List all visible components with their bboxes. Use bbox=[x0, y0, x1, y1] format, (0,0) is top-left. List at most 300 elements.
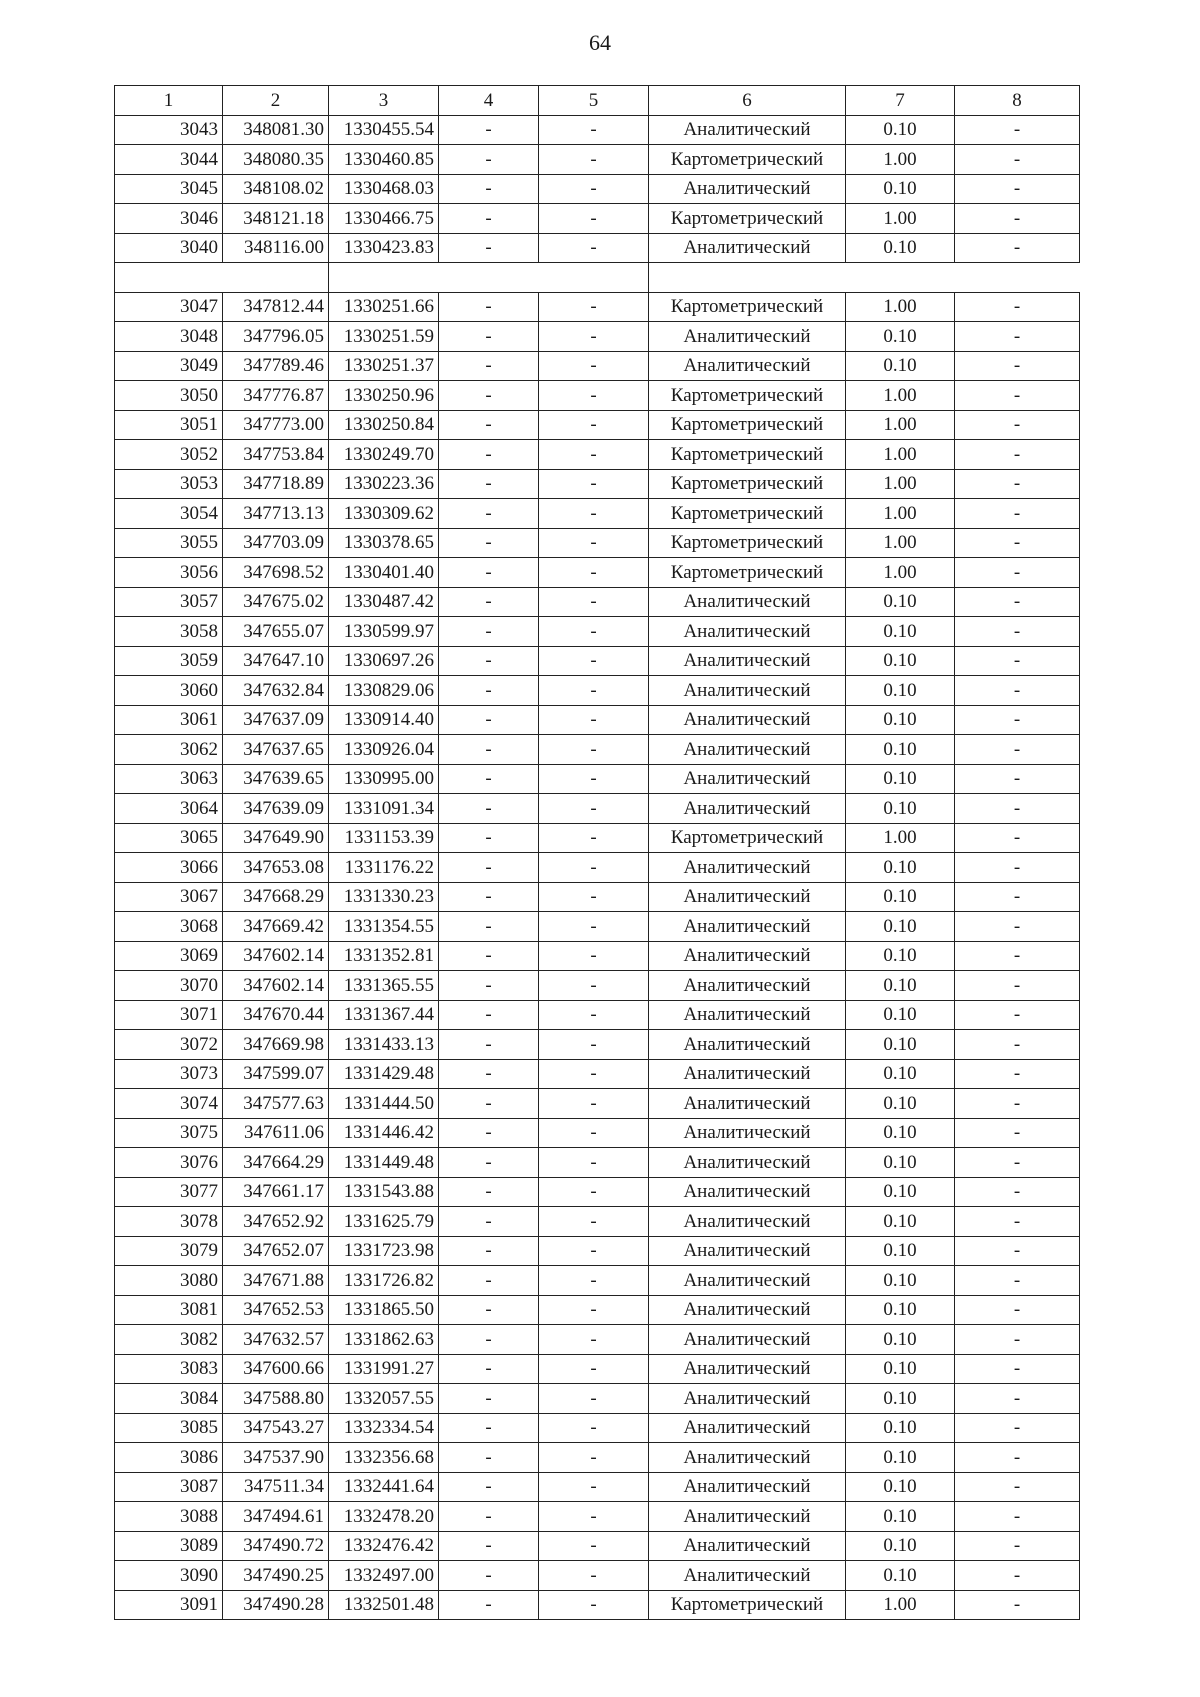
table-row bbox=[115, 1502, 1080, 1532]
table-row bbox=[115, 1590, 1080, 1620]
x-coordinate-cell: 347669.42 bbox=[223, 912, 329, 942]
method-cell: Аналитический bbox=[649, 1089, 846, 1119]
col-4-cell: - bbox=[439, 292, 539, 322]
accuracy-cell: 0.10 bbox=[846, 1295, 955, 1325]
y-coordinate-cell: 1330250.84 bbox=[329, 410, 439, 440]
y-coordinate-cell: 1330995.00 bbox=[329, 764, 439, 794]
table-row bbox=[115, 204, 1080, 234]
separator-cell bbox=[115, 263, 329, 293]
accuracy-cell: 0.10 bbox=[846, 794, 955, 824]
point-number-cell: 3084 bbox=[115, 1384, 223, 1414]
point-number-cell: 3071 bbox=[115, 1000, 223, 1030]
point-number-cell: 3057 bbox=[115, 587, 223, 617]
table-row bbox=[115, 115, 1080, 145]
col-8-cell: - bbox=[955, 1177, 1080, 1207]
col-4-cell: - bbox=[439, 853, 539, 883]
col-4-cell: - bbox=[439, 1089, 539, 1119]
col-4-cell: - bbox=[439, 1325, 539, 1355]
point-number-cell: 3083 bbox=[115, 1354, 223, 1384]
page-number: 64 bbox=[589, 30, 611, 55]
col-5-cell: - bbox=[539, 1000, 649, 1030]
y-coordinate-cell: 1331862.63 bbox=[329, 1325, 439, 1355]
table-row bbox=[115, 558, 1080, 588]
accuracy-cell: 0.10 bbox=[846, 1472, 955, 1502]
x-coordinate-cell: 347675.02 bbox=[223, 587, 329, 617]
accuracy-cell: 0.10 bbox=[846, 853, 955, 883]
y-coordinate-cell: 1331367.44 bbox=[329, 1000, 439, 1030]
accuracy-cell: 0.10 bbox=[846, 705, 955, 735]
y-coordinate-cell: 1331543.88 bbox=[329, 1177, 439, 1207]
point-number-cell: 3052 bbox=[115, 440, 223, 470]
col-8-cell: - bbox=[955, 823, 1080, 853]
point-number-cell: 3081 bbox=[115, 1295, 223, 1325]
x-coordinate-cell: 347671.88 bbox=[223, 1266, 329, 1296]
table-row bbox=[115, 1236, 1080, 1266]
col-8-cell: - bbox=[955, 440, 1080, 470]
col-8-cell: - bbox=[955, 587, 1080, 617]
x-coordinate-cell: 347637.09 bbox=[223, 705, 329, 735]
contour-separator-row bbox=[115, 263, 1080, 293]
x-coordinate-cell: 348121.18 bbox=[223, 204, 329, 234]
accuracy-cell: 0.10 bbox=[846, 1148, 955, 1178]
col-8-cell: - bbox=[955, 233, 1080, 263]
point-number-cell: 3076 bbox=[115, 1148, 223, 1178]
table-row bbox=[115, 1030, 1080, 1060]
accuracy-cell: 0.10 bbox=[846, 646, 955, 676]
x-coordinate-cell: 347602.14 bbox=[223, 941, 329, 971]
y-coordinate-cell: 1331991.27 bbox=[329, 1354, 439, 1384]
col-8-cell: - bbox=[955, 1059, 1080, 1089]
accuracy-cell: 0.10 bbox=[846, 941, 955, 971]
x-coordinate-cell: 347652.92 bbox=[223, 1207, 329, 1237]
col-4-cell: - bbox=[439, 115, 539, 145]
header-cell: 6 bbox=[649, 86, 846, 116]
point-number-cell: 3073 bbox=[115, 1059, 223, 1089]
col-4-cell: - bbox=[439, 558, 539, 588]
col-8-cell: - bbox=[955, 1325, 1080, 1355]
y-coordinate-cell: 1330423.83 bbox=[329, 233, 439, 263]
col-4-cell: - bbox=[439, 1295, 539, 1325]
method-cell: Аналитический bbox=[649, 1384, 846, 1414]
y-coordinate-cell: 1330378.65 bbox=[329, 528, 439, 558]
col-5-cell: - bbox=[539, 1443, 649, 1473]
col-4-cell: - bbox=[439, 676, 539, 706]
header-cell: 5 bbox=[539, 86, 649, 116]
accuracy-cell: 0.10 bbox=[846, 764, 955, 794]
col-8-cell: - bbox=[955, 1413, 1080, 1443]
col-5-cell: - bbox=[539, 853, 649, 883]
col-5-cell: - bbox=[539, 233, 649, 263]
col-4-cell: - bbox=[439, 1000, 539, 1030]
x-coordinate-cell: 347668.29 bbox=[223, 882, 329, 912]
col-8-cell: - bbox=[955, 941, 1080, 971]
col-8-cell: - bbox=[955, 528, 1080, 558]
table-row bbox=[115, 971, 1080, 1001]
col-5-cell: - bbox=[539, 912, 649, 942]
col-5-cell: - bbox=[539, 1030, 649, 1060]
table-row bbox=[115, 1325, 1080, 1355]
x-coordinate-cell: 347649.90 bbox=[223, 823, 329, 853]
method-cell: Аналитический bbox=[649, 1059, 846, 1089]
y-coordinate-cell: 1331723.98 bbox=[329, 1236, 439, 1266]
col-8-cell: - bbox=[955, 646, 1080, 676]
accuracy-cell: 0.10 bbox=[846, 1030, 955, 1060]
table-row bbox=[115, 440, 1080, 470]
table-row bbox=[115, 1177, 1080, 1207]
col-5-cell: - bbox=[539, 941, 649, 971]
accuracy-cell: 0.10 bbox=[846, 233, 955, 263]
col-5-cell: - bbox=[539, 1531, 649, 1561]
x-coordinate-cell: 347652.53 bbox=[223, 1295, 329, 1325]
col-8-cell: - bbox=[955, 1000, 1080, 1030]
col-8-cell: - bbox=[955, 558, 1080, 588]
col-8-cell: - bbox=[955, 1354, 1080, 1384]
header-cell: 8 bbox=[955, 86, 1080, 116]
col-8-cell: - bbox=[955, 617, 1080, 647]
x-coordinate-cell: 347639.09 bbox=[223, 794, 329, 824]
y-coordinate-cell: 1330223.36 bbox=[329, 469, 439, 499]
accuracy-cell: 1.00 bbox=[846, 440, 955, 470]
table-row bbox=[115, 1561, 1080, 1591]
method-cell: Аналитический bbox=[649, 1207, 846, 1237]
col-8-cell: - bbox=[955, 794, 1080, 824]
col-4-cell: - bbox=[439, 1472, 539, 1502]
x-coordinate-cell: 347773.00 bbox=[223, 410, 329, 440]
accuracy-cell: 0.10 bbox=[846, 1531, 955, 1561]
x-coordinate-cell: 348081.30 bbox=[223, 115, 329, 145]
point-number-cell: 3065 bbox=[115, 823, 223, 853]
point-number-cell: 3063 bbox=[115, 764, 223, 794]
accuracy-cell: 1.00 bbox=[846, 145, 955, 175]
x-coordinate-cell: 347577.63 bbox=[223, 1089, 329, 1119]
point-number-cell: 3049 bbox=[115, 351, 223, 381]
y-coordinate-cell: 1332356.68 bbox=[329, 1443, 439, 1473]
method-cell: Аналитический bbox=[649, 1325, 846, 1355]
x-coordinate-cell: 347698.52 bbox=[223, 558, 329, 588]
point-number-cell: 3048 bbox=[115, 322, 223, 352]
x-coordinate-cell: 347703.09 bbox=[223, 528, 329, 558]
method-cell: Картометрический bbox=[649, 381, 846, 411]
x-coordinate-cell: 347588.80 bbox=[223, 1384, 329, 1414]
y-coordinate-cell: 1331176.22 bbox=[329, 853, 439, 883]
col-8-cell: - bbox=[955, 764, 1080, 794]
method-cell: Аналитический bbox=[649, 351, 846, 381]
accuracy-cell: 0.10 bbox=[846, 1118, 955, 1148]
y-coordinate-cell: 1332057.55 bbox=[329, 1384, 439, 1414]
col-8-cell: - bbox=[955, 499, 1080, 529]
col-5-cell: - bbox=[539, 794, 649, 824]
method-cell: Аналитический bbox=[649, 676, 846, 706]
method-cell: Картометрический bbox=[649, 1590, 846, 1620]
y-coordinate-cell: 1330249.70 bbox=[329, 440, 439, 470]
point-number-cell: 3077 bbox=[115, 1177, 223, 1207]
method-cell: Аналитический bbox=[649, 971, 846, 1001]
accuracy-cell: 0.10 bbox=[846, 971, 955, 1001]
point-number-cell: 3046 bbox=[115, 204, 223, 234]
y-coordinate-cell: 1330251.59 bbox=[329, 322, 439, 352]
col-4-cell: - bbox=[439, 440, 539, 470]
col-5-cell: - bbox=[539, 1295, 649, 1325]
point-number-cell: 3090 bbox=[115, 1561, 223, 1591]
col-5-cell: - bbox=[539, 174, 649, 204]
x-coordinate-cell: 347647.10 bbox=[223, 646, 329, 676]
col-5-cell: - bbox=[539, 1590, 649, 1620]
col-4-cell: - bbox=[439, 145, 539, 175]
col-4-cell: - bbox=[439, 735, 539, 765]
y-coordinate-cell: 1331354.55 bbox=[329, 912, 439, 942]
x-coordinate-cell: 347639.65 bbox=[223, 764, 329, 794]
y-coordinate-cell: 1331625.79 bbox=[329, 1207, 439, 1237]
col-4-cell: - bbox=[439, 1177, 539, 1207]
accuracy-cell: 0.10 bbox=[846, 1089, 955, 1119]
y-coordinate-cell: 1331444.50 bbox=[329, 1089, 439, 1119]
x-coordinate-cell: 347713.13 bbox=[223, 499, 329, 529]
accuracy-cell: 1.00 bbox=[846, 381, 955, 411]
method-cell: Картометрический bbox=[649, 558, 846, 588]
table-row bbox=[115, 1472, 1080, 1502]
col-5-cell: - bbox=[539, 1561, 649, 1591]
x-coordinate-cell: 347511.34 bbox=[223, 1472, 329, 1502]
col-4-cell: - bbox=[439, 174, 539, 204]
accuracy-cell: 1.00 bbox=[846, 823, 955, 853]
col-5-cell: - bbox=[539, 1472, 649, 1502]
x-coordinate-cell: 347789.46 bbox=[223, 351, 329, 381]
col-8-cell: - bbox=[955, 292, 1080, 322]
col-4-cell: - bbox=[439, 410, 539, 440]
accuracy-cell: 1.00 bbox=[846, 1590, 955, 1620]
x-coordinate-cell: 347490.72 bbox=[223, 1531, 329, 1561]
coordinates-table bbox=[114, 85, 1080, 1620]
accuracy-cell: 0.10 bbox=[846, 1354, 955, 1384]
col-8-cell: - bbox=[955, 676, 1080, 706]
point-number-cell: 3051 bbox=[115, 410, 223, 440]
y-coordinate-cell: 1330487.42 bbox=[329, 587, 439, 617]
col-8-cell: - bbox=[955, 971, 1080, 1001]
y-coordinate-cell: 1331449.48 bbox=[329, 1148, 439, 1178]
y-coordinate-cell: 1331726.82 bbox=[329, 1266, 439, 1296]
col-4-cell: - bbox=[439, 971, 539, 1001]
x-coordinate-cell: 347537.90 bbox=[223, 1443, 329, 1473]
col-4-cell: - bbox=[439, 1590, 539, 1620]
col-4-cell: - bbox=[439, 1207, 539, 1237]
y-coordinate-cell: 1331091.34 bbox=[329, 794, 439, 824]
table-row bbox=[115, 823, 1080, 853]
y-coordinate-cell: 1332478.20 bbox=[329, 1502, 439, 1532]
table-row bbox=[115, 1207, 1080, 1237]
point-number-cell: 3058 bbox=[115, 617, 223, 647]
method-cell: Аналитический bbox=[649, 617, 846, 647]
col-8-cell: - bbox=[955, 204, 1080, 234]
header-cell: 7 bbox=[846, 86, 955, 116]
point-number-cell: 3055 bbox=[115, 528, 223, 558]
x-coordinate-cell: 347494.61 bbox=[223, 1502, 329, 1532]
point-number-cell: 3068 bbox=[115, 912, 223, 942]
y-coordinate-cell: 1330914.40 bbox=[329, 705, 439, 735]
col-5-cell: - bbox=[539, 528, 649, 558]
col-4-cell: - bbox=[439, 233, 539, 263]
point-number-cell: 3061 bbox=[115, 705, 223, 735]
accuracy-cell: 0.10 bbox=[846, 1236, 955, 1266]
point-number-cell: 3088 bbox=[115, 1502, 223, 1532]
point-number-cell: 3054 bbox=[115, 499, 223, 529]
y-coordinate-cell: 1331865.50 bbox=[329, 1295, 439, 1325]
method-cell: Картометрический bbox=[649, 145, 846, 175]
table-row bbox=[115, 145, 1080, 175]
accuracy-cell: 0.10 bbox=[846, 1561, 955, 1591]
col-8-cell: - bbox=[955, 1118, 1080, 1148]
method-cell: Аналитический bbox=[649, 322, 846, 352]
table-row bbox=[115, 676, 1080, 706]
col-5-cell: - bbox=[539, 823, 649, 853]
col-5-cell: - bbox=[539, 617, 649, 647]
col-4-cell: - bbox=[439, 1502, 539, 1532]
col-5-cell: - bbox=[539, 1384, 649, 1414]
point-number-cell: 3060 bbox=[115, 676, 223, 706]
x-coordinate-cell: 347796.05 bbox=[223, 322, 329, 352]
method-cell: Аналитический bbox=[649, 1148, 846, 1178]
y-coordinate-cell: 1332476.42 bbox=[329, 1531, 439, 1561]
y-coordinate-cell: 1330829.06 bbox=[329, 676, 439, 706]
col-8-cell: - bbox=[955, 1590, 1080, 1620]
x-coordinate-cell: 347599.07 bbox=[223, 1059, 329, 1089]
accuracy-cell: 0.10 bbox=[846, 1502, 955, 1532]
col-4-cell: - bbox=[439, 1384, 539, 1414]
table-row bbox=[115, 1384, 1080, 1414]
col-5-cell: - bbox=[539, 292, 649, 322]
y-coordinate-cell: 1332497.00 bbox=[329, 1561, 439, 1591]
table-row bbox=[115, 174, 1080, 204]
x-coordinate-cell: 348116.00 bbox=[223, 233, 329, 263]
col-8-cell: - bbox=[955, 1089, 1080, 1119]
accuracy-cell: 0.10 bbox=[846, 322, 955, 352]
col-5-cell: - bbox=[539, 204, 649, 234]
col-8-cell: - bbox=[955, 174, 1080, 204]
col-4-cell: - bbox=[439, 351, 539, 381]
point-number-cell: 3078 bbox=[115, 1207, 223, 1237]
col-5-cell: - bbox=[539, 145, 649, 175]
x-coordinate-cell: 347653.08 bbox=[223, 853, 329, 883]
table-row bbox=[115, 499, 1080, 529]
col-4-cell: - bbox=[439, 941, 539, 971]
table-header-row bbox=[115, 86, 1080, 116]
point-number-cell: 3082 bbox=[115, 1325, 223, 1355]
table-row bbox=[115, 941, 1080, 971]
col-4-cell: - bbox=[439, 705, 539, 735]
table-row bbox=[115, 1354, 1080, 1384]
col-8-cell: - bbox=[955, 410, 1080, 440]
y-coordinate-cell: 1330926.04 bbox=[329, 735, 439, 765]
accuracy-cell: 1.00 bbox=[846, 528, 955, 558]
point-number-cell: 3085 bbox=[115, 1413, 223, 1443]
col-5-cell: - bbox=[539, 1354, 649, 1384]
method-cell: Картометрический bbox=[649, 823, 846, 853]
y-coordinate-cell: 1330309.62 bbox=[329, 499, 439, 529]
method-cell: Аналитический bbox=[649, 1413, 846, 1443]
accuracy-cell: 1.00 bbox=[846, 499, 955, 529]
x-coordinate-cell: 347812.44 bbox=[223, 292, 329, 322]
table-row bbox=[115, 410, 1080, 440]
method-cell: Аналитический bbox=[649, 1030, 846, 1060]
table-row bbox=[115, 1295, 1080, 1325]
method-cell: Аналитический bbox=[649, 1561, 846, 1591]
y-coordinate-cell: 1331365.55 bbox=[329, 971, 439, 1001]
point-number-cell: 3043 bbox=[115, 115, 223, 145]
col-4-cell: - bbox=[439, 882, 539, 912]
point-number-cell: 3070 bbox=[115, 971, 223, 1001]
method-cell: Аналитический bbox=[649, 1443, 846, 1473]
table-row bbox=[115, 292, 1080, 322]
col-8-cell: - bbox=[955, 1561, 1080, 1591]
method-cell: Аналитический bbox=[649, 912, 846, 942]
method-cell: Картометрический bbox=[649, 469, 846, 499]
col-4-cell: - bbox=[439, 1148, 539, 1178]
col-4-cell: - bbox=[439, 469, 539, 499]
x-coordinate-cell: 347600.66 bbox=[223, 1354, 329, 1384]
y-coordinate-cell: 1331433.13 bbox=[329, 1030, 439, 1060]
col-8-cell: - bbox=[955, 735, 1080, 765]
x-coordinate-cell: 347753.84 bbox=[223, 440, 329, 470]
point-number-cell: 3062 bbox=[115, 735, 223, 765]
y-coordinate-cell: 1332334.54 bbox=[329, 1413, 439, 1443]
col-4-cell: - bbox=[439, 1236, 539, 1266]
accuracy-cell: 0.10 bbox=[846, 1177, 955, 1207]
col-8-cell: - bbox=[955, 115, 1080, 145]
point-number-cell: 3045 bbox=[115, 174, 223, 204]
x-coordinate-cell: 347611.06 bbox=[223, 1118, 329, 1148]
method-cell: Аналитический bbox=[649, 882, 846, 912]
col-5-cell: - bbox=[539, 351, 649, 381]
point-number-cell: 3047 bbox=[115, 292, 223, 322]
method-cell: Аналитический bbox=[649, 1118, 846, 1148]
method-cell: Аналитический bbox=[649, 1531, 846, 1561]
col-4-cell: - bbox=[439, 617, 539, 647]
col-5-cell: - bbox=[539, 1325, 649, 1355]
col-5-cell: - bbox=[539, 558, 649, 588]
method-cell: Аналитический bbox=[649, 853, 846, 883]
table-row bbox=[115, 853, 1080, 883]
accuracy-cell: 1.00 bbox=[846, 469, 955, 499]
y-coordinate-cell: 1332441.64 bbox=[329, 1472, 439, 1502]
col-5-cell: - bbox=[539, 1236, 649, 1266]
point-number-cell: 3086 bbox=[115, 1443, 223, 1473]
col-5-cell: - bbox=[539, 440, 649, 470]
col-8-cell: - bbox=[955, 1531, 1080, 1561]
method-cell: Аналитический bbox=[649, 1177, 846, 1207]
col-8-cell: - bbox=[955, 1472, 1080, 1502]
table-row bbox=[115, 1413, 1080, 1443]
col-5-cell: - bbox=[539, 705, 649, 735]
accuracy-cell: 1.00 bbox=[846, 558, 955, 588]
x-coordinate-cell: 347661.17 bbox=[223, 1177, 329, 1207]
method-cell: Аналитический bbox=[649, 1000, 846, 1030]
accuracy-cell: 0.10 bbox=[846, 617, 955, 647]
table-row bbox=[115, 646, 1080, 676]
x-coordinate-cell: 347655.07 bbox=[223, 617, 329, 647]
point-number-cell: 3074 bbox=[115, 1089, 223, 1119]
col-4-cell: - bbox=[439, 1354, 539, 1384]
col-5-cell: - bbox=[539, 882, 649, 912]
col-4-cell: - bbox=[439, 1531, 539, 1561]
y-coordinate-cell: 1330466.75 bbox=[329, 204, 439, 234]
accuracy-cell: 1.00 bbox=[846, 292, 955, 322]
accuracy-cell: 1.00 bbox=[846, 204, 955, 234]
method-cell: Аналитический bbox=[649, 794, 846, 824]
y-coordinate-cell: 1330251.37 bbox=[329, 351, 439, 381]
method-cell: Аналитический bbox=[649, 1472, 846, 1502]
table-row bbox=[115, 1000, 1080, 1030]
table-row bbox=[115, 882, 1080, 912]
x-coordinate-cell: 347632.57 bbox=[223, 1325, 329, 1355]
